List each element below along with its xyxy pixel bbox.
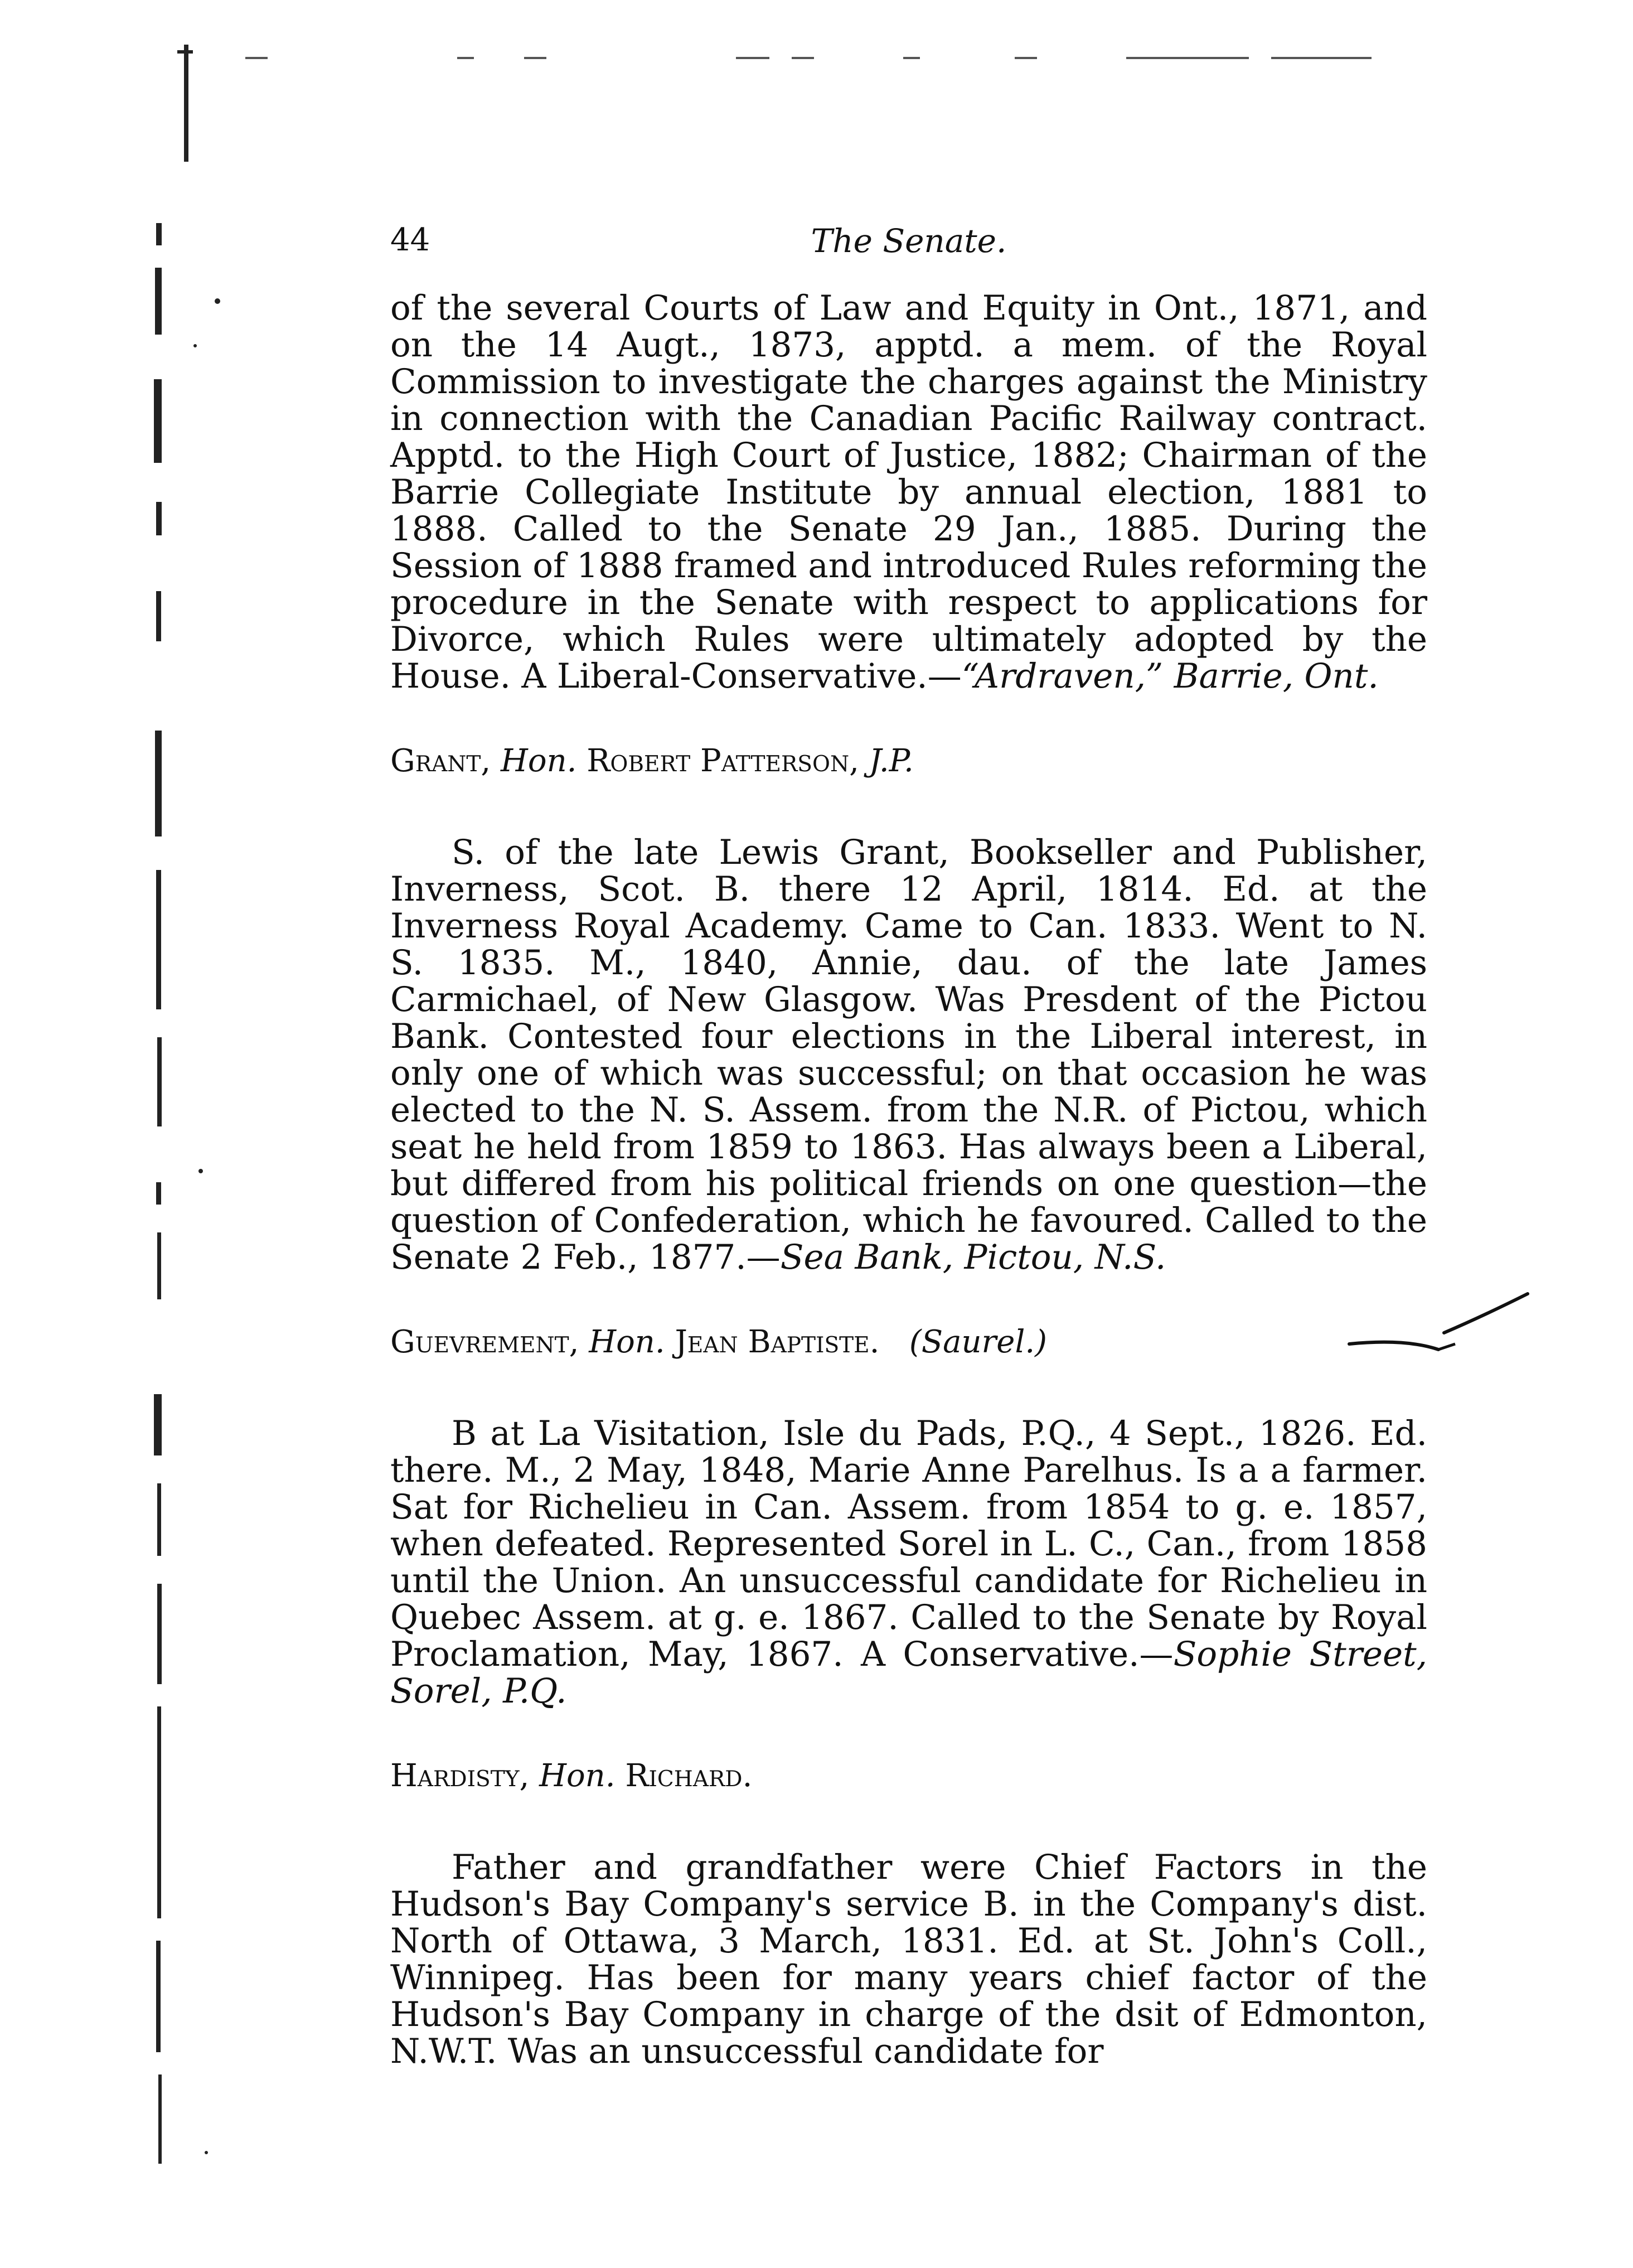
entry-given-names: Jean Baptiste. (675, 1324, 880, 1360)
page-body (390, 290, 1427, 2070)
entry-body-grant (390, 834, 1427, 1276)
entry-body-hardisty (390, 1849, 1427, 2070)
entry-honorific: Hon. (539, 1758, 616, 1794)
entry-suffix: J.P. (869, 743, 914, 779)
entry-body-text: S. of the late Lewis Grant, Bookseller and Publisher, Inverness, Scot. B. there 12 April, 1814. Ed. at the Inverness Royal Academy. Came to Can. 1833. Went to N. S. 1835. M., 1840, Annie, dau. of the late James Carmichael, of New Glasgow. Was Presdent of the Pictou Bank. Contested four elections in the Liberal interest, in only one of which was successful; on that occasion he was elected to the N. S. Assem. from the N.R. of Pictou, which seat he held from 1859 to 1863. Has always been a Liberal, but differed from his political friends on one question—the question of Confederation, which he favoured. Called to the Senate 2 Feb., 1877.— (390, 833, 1427, 1277)
entry-body-text: Father and grandfather were Chief Factors in the Hudson's Bay Company's service B. in the Company's dist. North of Ottawa, 3 March, 1831. Ed. at St. John's Coll., Winnipeg. Has been for many years chief factor of the Hudson's Bay Company in charge of the dsit of Edmonton, N.W.T. Was an unsuccessful candidate for (390, 1848, 1427, 2071)
entry-heading-guevrement: Guevrement, Hon. Jean Baptiste. (Saurel.) (390, 1324, 1048, 1360)
entry-heading-hardisty: Hardisty, Hon. Richard. (390, 1758, 753, 1794)
continuation-text: of the several Courts of Law and Equity in Ont., 1871, and on the 14 Augt., 1873, apptd. a mem. of the Royal Commission to investigate the charges against the Ministry in connection with the Canadian Pacific Railway contract. Apptd. to the High Court of Justice, 1882; Chairman of the Barrie Collegiate Institute by annual election, 1881 to 1888. Called to the Senate 29 Jan., 1885. During the Session of 1888 framed and introduced Rules reforming the procedure in the Senate with respect to applications for Divorce, which Rules were ultimately adopted by the House. A Liberal-Conservative.— (390, 288, 1427, 696)
entry-constituency-note: (Saurel.) (909, 1324, 1048, 1360)
continuation-paragraph (390, 290, 1427, 695)
entry-address: Sea Bank, Pictou, N.S. (780, 1237, 1166, 1277)
entry-honorific: Hon. (501, 743, 577, 779)
entry-given-names: Robert Patterson (587, 743, 850, 779)
entry-body-guevrement (390, 1415, 1427, 1710)
entry-heading-grant: Grant, Hon. Robert Patterson, J.P. (390, 743, 914, 779)
pen-mark-icon (1338, 1277, 1572, 1372)
page-number: 44 (390, 222, 430, 258)
running-head: The Senate. (811, 222, 1007, 260)
entry-surname: Grant (390, 743, 481, 779)
entry-honorific: Hon. (589, 1324, 665, 1360)
page-header (390, 222, 1427, 272)
entry-body-text: B at La Visitation, Isle du Pads, P.Q., 4 Sept., 1826. Ed. there. M., 2 May, 1848, Marie Anne Parelhus. Is a a farmer. Sat for Richelieu in Can. Assem. from 1854 to g. e. 1857, when defeated. Represented Sorel in L. C., Can., from 1858 until the Union. An unsuccessful candidate for Richelieu in Quebec Assem. at g. e. 1867. Called to the Senate by Royal Proclamation, May, 1867. A Conservative.— (390, 1414, 1427, 1674)
entry-address: Sophie Street, Sorel, P.Q. (390, 1634, 1427, 1711)
entry-surname: Hardisty (390, 1758, 520, 1794)
scan-top-dashes (234, 55, 1383, 62)
continuation-address: “Ardraven,” Barrie, Ont. (961, 656, 1379, 696)
entry-surname: Guevrement (390, 1324, 569, 1360)
scan-edge-artifact (117, 33, 251, 2208)
entry-given-names: Richard. (625, 1758, 753, 1794)
